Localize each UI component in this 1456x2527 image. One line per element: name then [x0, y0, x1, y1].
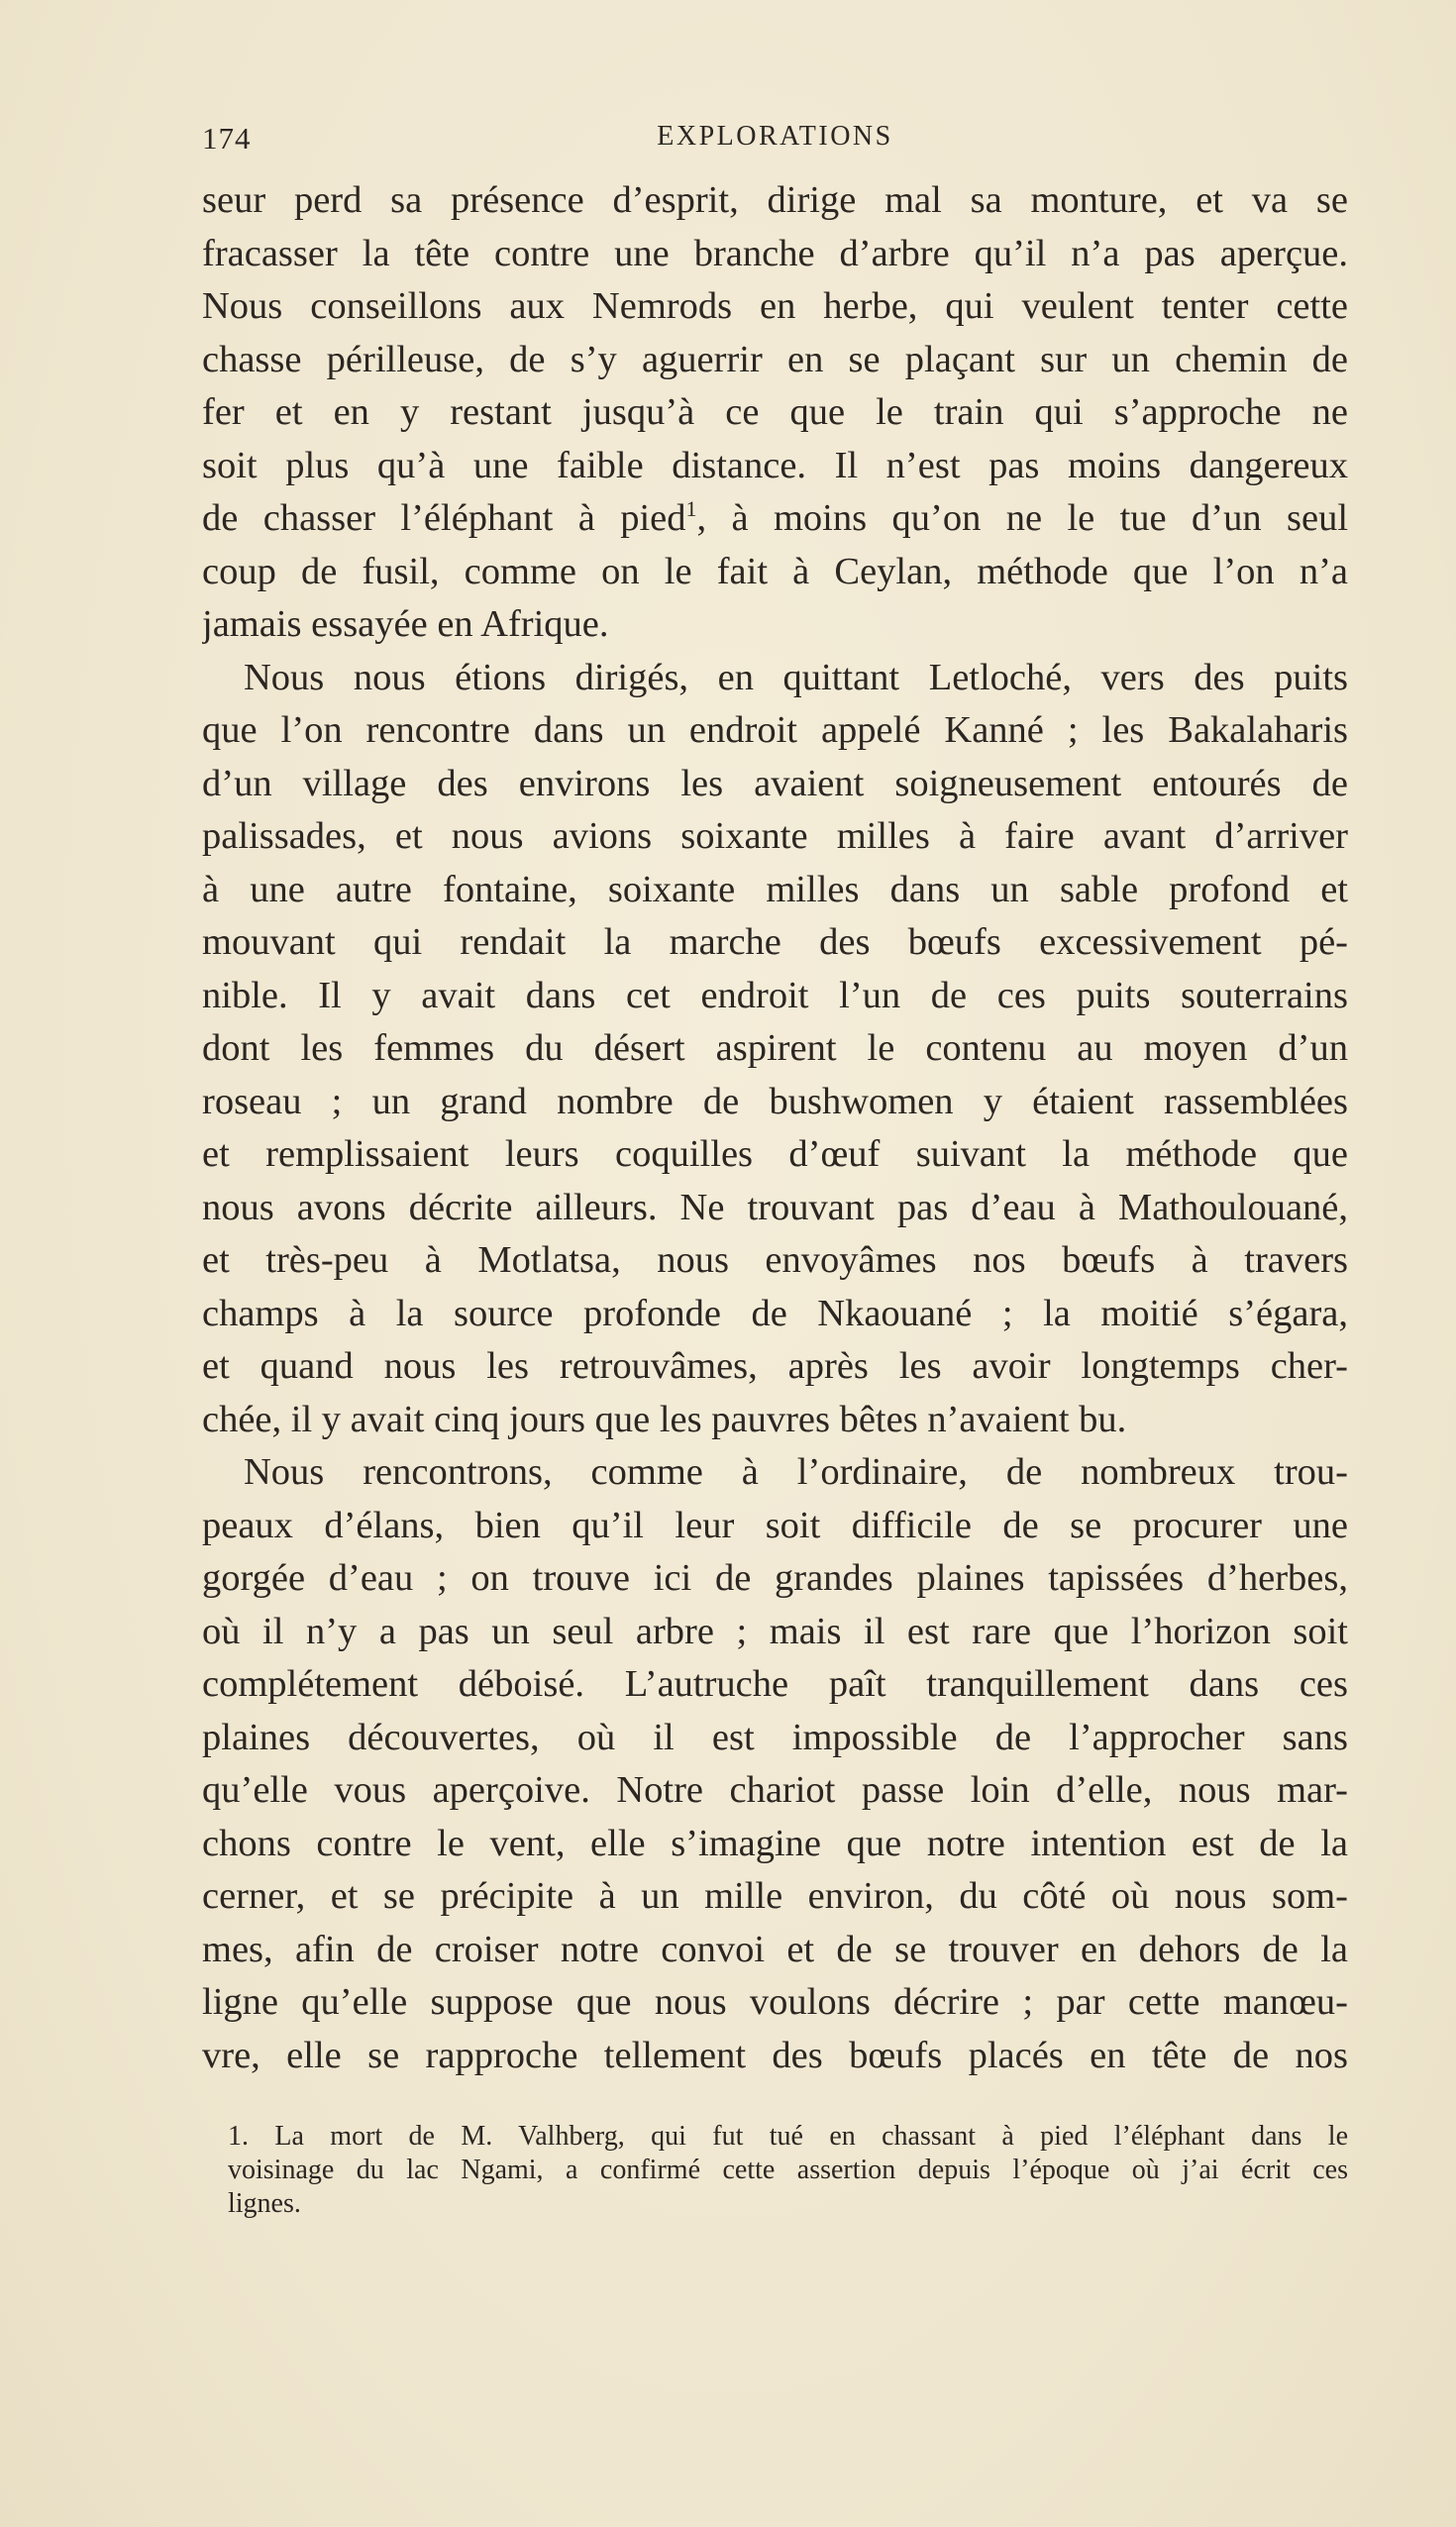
text-line: roseau ; un grand nombre de bushwomen y étaient rassemblées [202, 1080, 1348, 1122]
text-line: soit plus qu’à une faible distance. Il n’est pas moins dangereux [202, 444, 1348, 486]
text-line: dont les femmes du désert aspirent le contenu au moyen d’un [202, 1027, 1348, 1069]
footnote-line: voisinage du lac Ngami, a confirmé cette assertion depuis l’époque où j’ai écrit ces [228, 2155, 1348, 2185]
text-line: Nous nous étions dirigés, en quittant Letloché, vers des puits [244, 656, 1348, 698]
text-line: nous avons décrite ailleurs. Ne trouvant pas d’eau à Mathoulouané, [202, 1186, 1348, 1228]
text-line: chons contre le vent, elle s’imagine que notre intention est de la [202, 1822, 1348, 1864]
text-line: palissades, et nous avions soixante milles à faire avant d’arriver [202, 815, 1348, 857]
text-line: d’un village des environs les avaient soigneusement entourés de [202, 762, 1348, 804]
text-segment: , à moins qu’on ne le tue d’un seul [696, 497, 1348, 539]
text-line: plaines découvertes, où il est impossible de l’approcher sans [202, 1716, 1348, 1758]
running-head: EXPLORATIONS [657, 121, 893, 152]
text-line: mouvant qui rendait la marche des bœufs excessivement pé- [202, 921, 1348, 963]
paragraph-3 [202, 1446, 1348, 2082]
text-line: peaux d’élans, bien qu’il leur soit difficile de se procurer une [202, 1504, 1348, 1546]
page-number: 174 [202, 121, 252, 156]
text-line: seur perd sa présence d’esprit, dirige mal sa monture, et va se [202, 179, 1348, 221]
text-line: chée, il y avait cinq jours que les pauvres bêtes n’avaient bu. [202, 1398, 1127, 1440]
footnote [228, 2120, 1348, 2221]
text-segment: de chasser l’éléphant à pied [202, 497, 686, 539]
text-line: et remplissaient leurs coquilles d’œuf suivant la méthode que [202, 1133, 1348, 1175]
footnote-ref: 1 [685, 496, 697, 522]
page-header [202, 121, 1348, 160]
text-line: et quand nous les retrouvâmes, après les avoir longtemps cher- [202, 1345, 1348, 1387]
text-line: que l’on rencontre dans un endroit appelé Kanné ; les Bakalaharis [202, 709, 1348, 751]
text-line: cerner, et se précipite à un mille environ, du côté où nous som- [202, 1875, 1348, 1917]
text-line: fracasser la tête contre une branche d’arbre qu’il n’a pas aperçue. [202, 232, 1348, 274]
text-line: coup de fusil, comme on le fait à Ceylan, méthode que l’on n’a [202, 550, 1348, 592]
text-line: fer et en y restant jusqu’à ce que le train qui s’approche ne [202, 391, 1348, 433]
body-text [202, 174, 1348, 2082]
footnote-line: lignes. [228, 2188, 301, 2219]
text-line: à une autre fontaine, soixante milles dans un sable profond et [202, 868, 1348, 910]
text-line-with-footnote-ref [202, 492, 1348, 546]
text-line: et très-peu à Motlatsa, nous envoyâmes nos bœufs à travers [202, 1239, 1348, 1281]
text-line: complétement déboisé. L’autruche paît tranquillement dans ces [202, 1663, 1348, 1705]
text-line: ligne qu’elle suppose que nous voulons décrire ; par cette manœu- [202, 1981, 1348, 2023]
text-line: qu’elle vous aperçoive. Notre chariot passe loin d’elle, nous mar- [202, 1769, 1348, 1811]
text-line: gorgée d’eau ; on trouve ici de grandes plaines tapissées d’herbes, [202, 1557, 1348, 1599]
text-line: vre, elle se rapproche tellement des bœufs placés en tête de nos [202, 2034, 1348, 2076]
text-line: Nous rencontrons, comme à l’ordinaire, de nombreux trou- [244, 1451, 1348, 1493]
text-line: où il n’y a pas un seul arbre ; mais il est rare que l’horizon soit [202, 1610, 1348, 1652]
footnote-line: 1. La mort de M. Valhberg, qui fut tué en chassant à pied l’éléphant dans le [228, 2121, 1348, 2152]
text-line: mes, afin de croiser notre convoi et de se trouver en dehors de la [202, 1928, 1348, 1970]
paragraph-1 [202, 174, 1348, 652]
text-line: Nous conseillons aux Nemrods en herbe, qui veulent tenter cette [202, 285, 1348, 327]
text-line: nible. Il y avait dans cet endroit l’un de ces puits souterrains [202, 974, 1348, 1016]
text-line: champs à la source profonde de Nkaouané ; la moitié s’égara, [202, 1292, 1348, 1334]
text-line: jamais essayée en Afrique. [202, 603, 609, 645]
text-line: chasse périlleuse, de s’y aguerrir en se plaçant sur un chemin de [202, 338, 1348, 380]
paragraph-2 [202, 652, 1348, 1447]
